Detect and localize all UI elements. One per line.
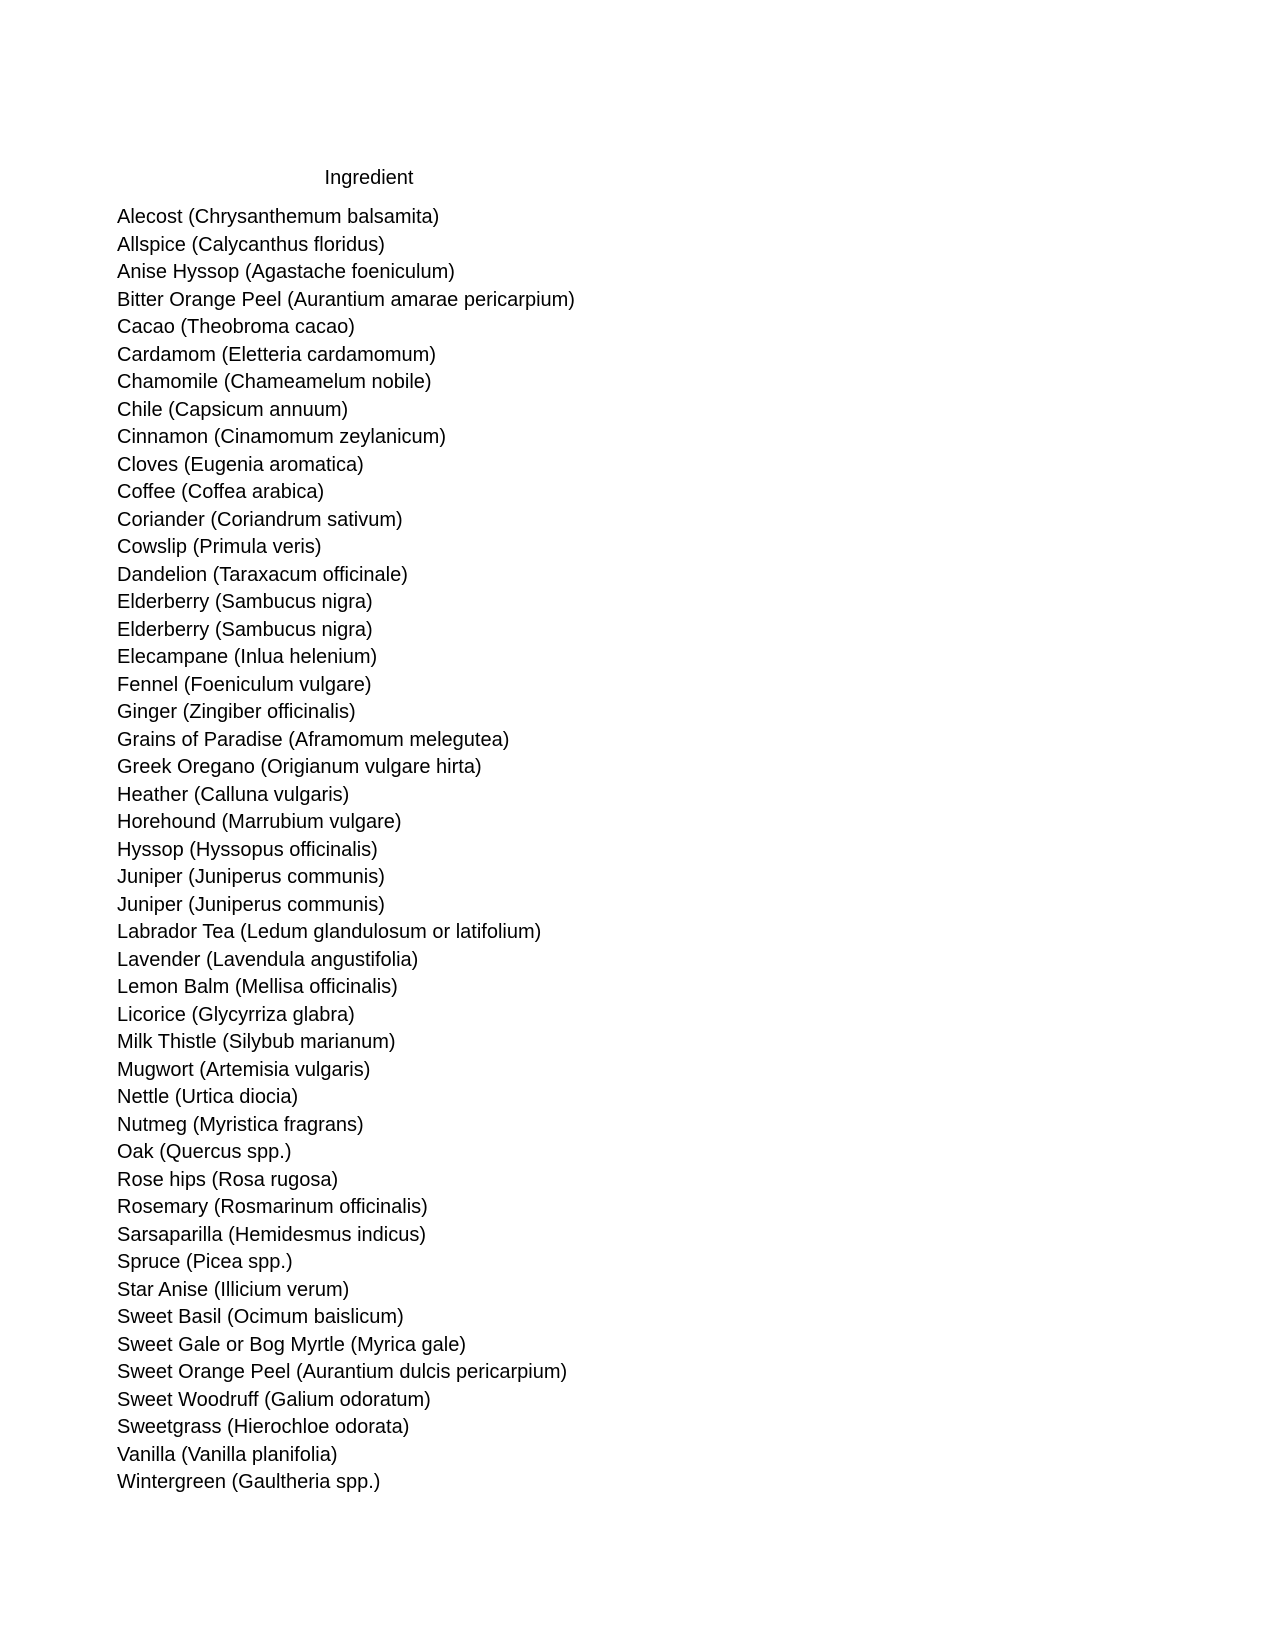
- ingredient-row: Wintergreen (Gaultheria spp.): [117, 1471, 381, 1493]
- ingredient-row: Ginger (Zingiber officinalis): [117, 701, 356, 723]
- ingredient-row: Cardamom (Eletteria cardamomum): [117, 343, 436, 366]
- ingredient-row: Chamomile (Chameamelum nobile): [117, 371, 432, 393]
- ingredient-row: Sweet Orange Peel (Aurantium dulcis pericarpium): [117, 1361, 568, 1383]
- ingredient-row: Vanilla (Vanilla planifolia): [117, 1443, 338, 1466]
- ingredient-row: Sweetgrass (Hierochloe odorata): [117, 1416, 410, 1438]
- ingredient-row: Milk Thistle (Silybub marianum): [117, 1031, 396, 1053]
- ingredient-row: Nettle (Urtica diocia): [117, 1086, 299, 1108]
- ingredient-row: Cloves (Eugenia aromatica): [117, 453, 364, 476]
- ingredient-row: Nutmeg (Myristica fragrans): [117, 1113, 364, 1136]
- ingredient-row: Allspice (Calycanthus floridus): [117, 233, 385, 256]
- ingredient-row: Cacao (Theobroma cacao): [117, 316, 355, 338]
- ingredient-row: Bitter Orange Peel (Aurantium amarae pericarpium): [117, 288, 575, 311]
- ingredient-row: Lemon Balm (Mellisa officinalis): [117, 976, 398, 998]
- ingredient-row: Chile (Capsicum annuum): [117, 398, 349, 421]
- ingredient-row: Sweet Gale or Bog Myrtle (Myrica gale): [117, 1333, 467, 1356]
- ingredient-row: Coffee (Coffea arabica): [117, 481, 325, 503]
- ingredient-row: Elderberry (Sambucus nigra): [117, 591, 373, 613]
- ingredient-row: Elecampane (Inlua helenium): [117, 646, 378, 668]
- ingredient-row: Grains of Paradise (Aframomum melegutea): [117, 728, 510, 751]
- ingredient-row: Cinnamon (Cinamomum zeylanicum): [117, 426, 446, 448]
- ingredient-row: Elderberry (Sambucus nigra): [117, 618, 373, 641]
- ingredient-row: Horehound (Marrubium vulgare): [117, 811, 402, 833]
- ingredient-row: Rose hips (Rosa rugosa): [117, 1168, 339, 1191]
- ingredient-row: Fennel (Foeniculum vulgare): [117, 673, 372, 696]
- ingredient-row: Cowslip (Primula veris): [117, 536, 322, 558]
- ingredient-row: Sweet Basil (Ocimum baislicum): [117, 1306, 404, 1328]
- ingredient-row: Rosemary (Rosmarinum officinalis): [117, 1196, 428, 1218]
- ingredient-row: Mugwort (Artemisia vulgaris): [117, 1058, 371, 1081]
- ingredient-row: Anise Hyssop (Agastache foeniculum): [117, 261, 455, 283]
- column-header-ingredient: Ingredient: [324, 167, 414, 189]
- ingredient-row: Labrador Tea (Ledum glandulosum or latifolium): [117, 921, 542, 943]
- ingredient-row: Lavender (Lavendula angustifolia): [117, 948, 419, 971]
- ingredient-list: [117, 204, 575, 1497]
- ingredient-row: Juniper (Juniperus communis): [117, 866, 385, 888]
- ingredient-row: Spruce (Picea spp.): [117, 1251, 293, 1273]
- ingredient-row: Hyssop (Hyssopus officinalis): [117, 838, 378, 861]
- ingredient-row: Greek Oregano (Origianum vulgare hirta): [117, 756, 482, 778]
- ingredient-row: Star Anise (Illicium verum): [117, 1278, 350, 1301]
- ingredient-row: Alecost (Chrysanthemum balsamita): [117, 206, 440, 228]
- ingredient-row: Juniper (Juniperus communis): [117, 893, 385, 916]
- ingredient-row: Coriander (Coriandrum sativum): [117, 508, 403, 531]
- ingredient-row: Sweet Woodruff (Galium odoratum): [117, 1388, 431, 1411]
- ingredient-row: Dandelion (Taraxacum officinale): [117, 563, 408, 586]
- ingredient-row: Oak (Quercus spp.): [117, 1141, 292, 1163]
- ingredient-row: Heather (Calluna vulgaris): [117, 783, 350, 806]
- ingredient-row: Licorice (Glycyrriza glabra): [117, 1003, 355, 1026]
- ingredient-row: Sarsaparilla (Hemidesmus indicus): [117, 1223, 426, 1246]
